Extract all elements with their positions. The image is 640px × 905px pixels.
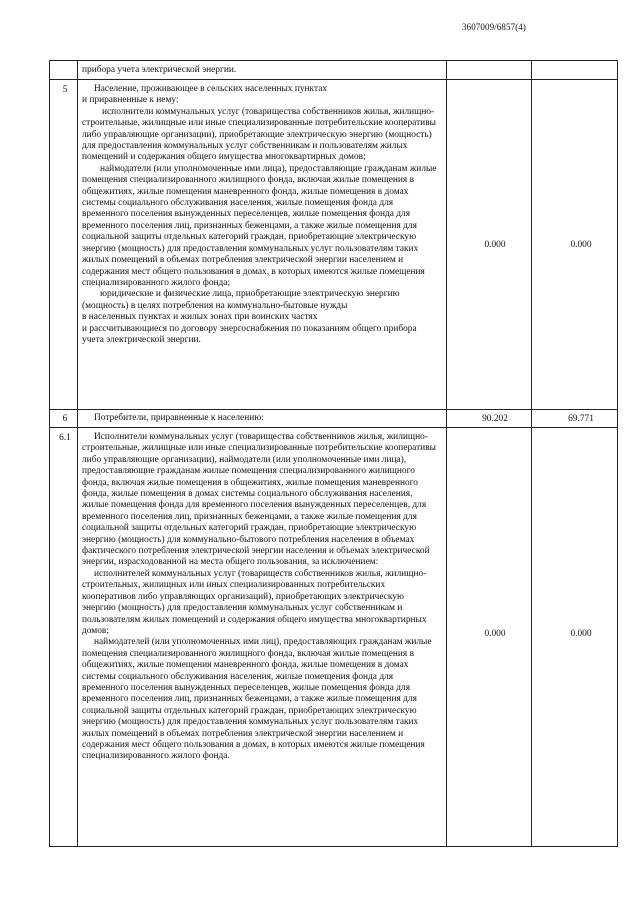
row-number: 5 <box>62 85 68 95</box>
value-col-1: 0.000 <box>484 240 506 250</box>
row-text-line: Население, проживающее в сельских населенных пунктах <box>94 84 328 94</box>
row-5-text <box>82 84 440 346</box>
row-text-paragraph: юридические и физические лица, приобретающие электрическую энергию (мощность) в целях потребления на коммунально-бытовые нужды <box>82 289 400 311</box>
row-number: 6.1 <box>59 433 71 443</box>
row-6-text <box>82 413 440 424</box>
row-text-paragraph: исполнителей коммунальных услуг (товариществ собственников жилья, жилищно-строительных, жилищных или иных специализированных потребительских кооперативов либо управляющих организаций), приобретающих электрическую энергию (мощность) для предоставления коммунальных услуг собственникам и пользователям жилых помещений и содержания общего имущества многоквартирных домов; <box>82 568 427 636</box>
row-text-paragraph: и рассчитывающиеся по договору энергоснабжения по показаниям общего прибора учета электрической энергии. <box>82 323 417 345</box>
value-col-2: 69.771 <box>568 414 594 424</box>
row-continuation-text <box>82 65 440 76</box>
value-col-2: 0.000 <box>570 240 592 250</box>
row-text-line: прибора учета электрической энергии. <box>82 65 237 75</box>
value-col-1: 0.000 <box>484 629 506 639</box>
value-col-2: 0.000 <box>570 629 592 639</box>
row-text-paragraph: исполнители коммунальных услуг (товарищества собственников жилья, жилищно-строительные, жилищные или иные специализированные потребительские кооперативы либо управляющие организации), приобретающие электрическую энергию (мощность) для предоставления коммунальных услуг собственникам и пользователям жилых помещений и содержания общего имущества многоквартирных домов; <box>82 106 436 163</box>
row-text-line: и приравненные к нему: <box>82 95 179 106</box>
value-col-1: 90.202 <box>482 414 508 424</box>
row-text-line: в населенных пунктах и жилых зонах при воинских частях <box>82 312 318 323</box>
row-number: 6 <box>62 414 68 424</box>
row-text-paragraph: Исполнители коммунальных услуг (товарищества собственников жилья, жилищно-строительные, жилищные или иные специализированные потребительские кооперативы либо управляющие организации), наймодатели (или уполномоченные ими лица), предоставляющие гражданам жилые помещения специализированного жилищного фонда, включая жилые помещения в общежитиях, жилые помещения маневренного фонда, жилые помещения в домах системы социального обслуживания населения, жилые помещения фонда для временного поселения вынужденных переселенцев, для временного поселения лиц, признанных беженцами, а также жилые помещения для социальной защиты отдельных категорий граждан, приобретающие электрическую энергию (мощность) для коммунально-бытового потребления населения в объемах фактического потребления электрической энергии населения и объемах электрической энергии, израсходованной на места общего пользования, за исключением: <box>82 432 436 568</box>
document-number: 3607009/6857(4) <box>462 22 526 32</box>
row-text-paragraph: наймодателей (или уполномоченных ими лиц), предоставляющих гражданам жилые помещения специализированного жилищного фонда, включая жилые помещения в общежитиях, жилые помещения маневренного фонда, жилые помещения в домах системы социального обслуживания населения, жилые помещения фонда для временного поселения вынужденных переселенцев, жилые помещения фонда для временного поселения лиц, признанных беженцами, а также жилые помещения для социальной защиты отдельных категорий граждан, приобретающих электрическую энергию (мощность) для предоставления коммунальных услуг пользователям таких жилых помещений в объемах потребления электрической энергии населением и содержания мест общего пользования в домах, в которых имеются жилые помещения специализированного жилого фонда. <box>82 637 432 762</box>
row-6-1-text <box>82 432 440 763</box>
row-text-line: Потребители, приравненные к населению: <box>94 413 264 423</box>
row-text-paragraph: наймодатели (или уполномоченные ими лица), предоставляющие гражданам жилые помещения специализированного жилищного фонда, включая жилые помещения в общежитиях, жилые помещения маневренного фонда, жилые помещения в домах системы социального обслуживания населения, жилые помещения фонда для временного поселения вынужденных переселенцев, жилые помещения фонда для временного поселения лиц, признанных беженцами, а также жилые помещения для социальной защиты отдельных категорий граждан, приобретающие электрическую энергию (мощность) для предоставления коммунальных услуг пользователям таких жилых помещений в объемах потребления электрической энергии населением и содержания мест общего пользования в домах, в которых имеются жилые помещения специализированного жилого фонда; <box>82 163 437 288</box>
